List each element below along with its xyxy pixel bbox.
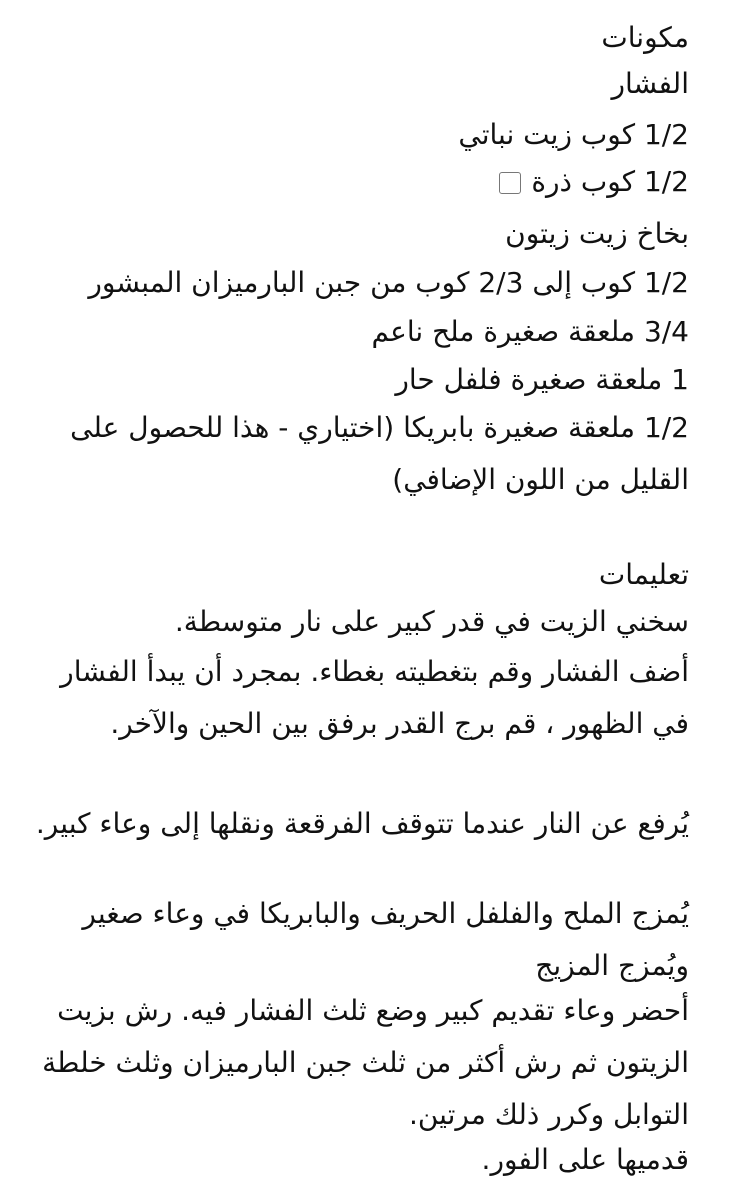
ingredient-item: 1/2 كوب زيت نباتي: [458, 118, 689, 151]
instruction-step: أحضر وعاء تقديم كبير وضع ثلث الفشار فيه. رش بزيت الزيتون ثم رش أكثر من ثلث جبن البارميزان وثلث خلطة التوابل وكرر ذلك مرتين.: [42, 994, 689, 1131]
ingredient-item: بخاخ زيت زيتون: [505, 217, 689, 250]
instruction-step: قدميها على الفور.: [481, 1143, 689, 1176]
instruction-step: سخني الزيت في قدر كبير على نار متوسطة.: [174, 605, 689, 638]
ingredients-subheading: الفشار: [611, 67, 689, 100]
instruction-step: يُمزج الملح والفلفل الحريف والبابريكا في وعاء صغير ويُمزج المزيج: [82, 897, 689, 982]
instruction-step: يُرفع عن النار عندما تتوقف الفرقعة ونقلها إلى وعاء كبير.: [35, 807, 689, 840]
ingredient-item: 1/2 كوب ذرة: [531, 165, 689, 198]
ingredients-heading: مكونات: [601, 21, 689, 54]
ingredient-item-with-checkbox: [29, 162, 689, 202]
instructions-heading: تعليمات: [598, 558, 689, 591]
ingredient-item: 1/2 كوب إلى 2/3 كوب من جبن البارميزان المبشور: [88, 266, 689, 299]
checkbox-icon[interactable]: [499, 172, 521, 194]
ingredient-item: 3/4 ملعقة صغيرة ملح ناعم: [371, 315, 689, 348]
ingredient-item: 1 ملعقة صغيرة فلفل حار: [395, 363, 689, 396]
ingredient-item: 1/2 ملعقة صغيرة بابريكا (اختياري - هذا للحصول على القليل من اللون الإضافي): [70, 411, 689, 496]
instruction-step: أضف الفشار وقم بتغطيته بغطاء. بمجرد أن يبدأ الفشار في الظهور ، قم برج القدر برفق بين الحين والآخر.: [60, 655, 689, 740]
